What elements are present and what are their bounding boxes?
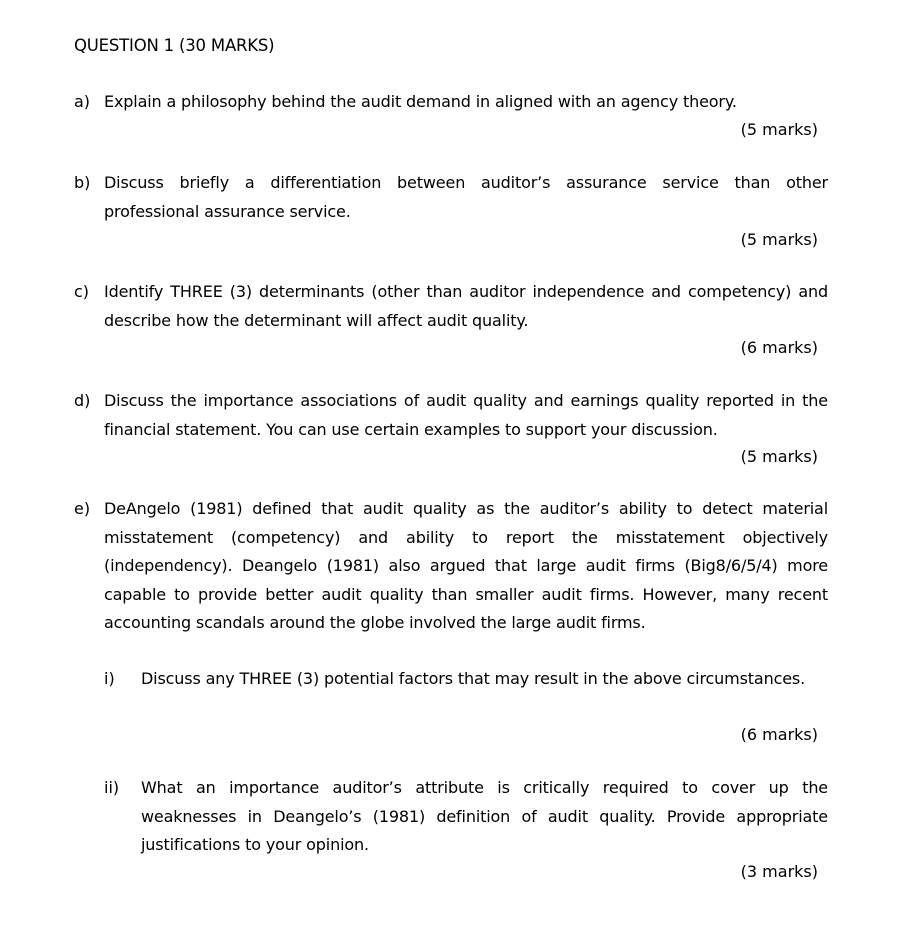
subpart-e-i — [104, 665, 828, 694]
question-part-d — [74, 387, 828, 444]
part-d-marks: (5 marks) — [740, 447, 818, 466]
part-text: Explain a philosophy behind the audit demand in aligned with an agency theory. — [104, 92, 737, 111]
part-label: a) — [74, 92, 91, 111]
subpart-text: What an importance auditor’s attribute is critically required to cover up the weaknesses in Deangelo’s (1981) definition of audit quality. Provide appropriate justifications to your opinion. — [141, 778, 828, 854]
part-c-marks: (6 marks) — [740, 338, 818, 357]
subpart-text: Discuss any THREE (3) potential factors that may result in the above circumstances. — [141, 669, 806, 688]
subpart-label: ii) — [104, 778, 120, 797]
question-title: QUESTION 1 (30 MARKS) — [74, 36, 275, 55]
part-text: Discuss the importance associations of audit quality and earnings quality reported in the financial statement. You can use certain examples to support your discussion. — [104, 391, 828, 439]
part-text: Identify THREE (3) determinants (other than auditor independence and competency) and describe how the determinant will affect audit quality. — [104, 282, 828, 330]
part-label: b) — [74, 173, 91, 192]
question-part-a — [74, 88, 828, 117]
part-text: DeAngelo (1981) defined that audit quality as the auditor’s ability to detect material misstatement (competency) and ability to report the misstatement objectively (independency). Deangelo (1981) also argued that large audit firms (Big8/6/5/4) more capable to provide better audit quality than smaller audit firms. However, many recent accounting scandals around the globe involved the large audit firms. — [104, 499, 828, 632]
part-b-marks: (5 marks) — [740, 230, 818, 249]
subpart-i-marks: (6 marks) — [740, 725, 818, 744]
subpart-label: i) — [104, 669, 115, 688]
part-a-marks: (5 marks) — [740, 120, 818, 139]
part-text: Discuss briefly a differentiation between auditor’s assurance service than other professional assurance service. — [104, 173, 828, 221]
part-label: e) — [74, 499, 91, 518]
part-label: d) — [74, 391, 91, 410]
question-part-b — [74, 169, 828, 226]
subpart-e-ii — [104, 774, 828, 860]
part-label: c) — [74, 282, 90, 301]
question-part-e — [74, 495, 828, 638]
subpart-ii-marks: (3 marks) — [740, 862, 818, 881]
question-part-c — [74, 278, 828, 335]
